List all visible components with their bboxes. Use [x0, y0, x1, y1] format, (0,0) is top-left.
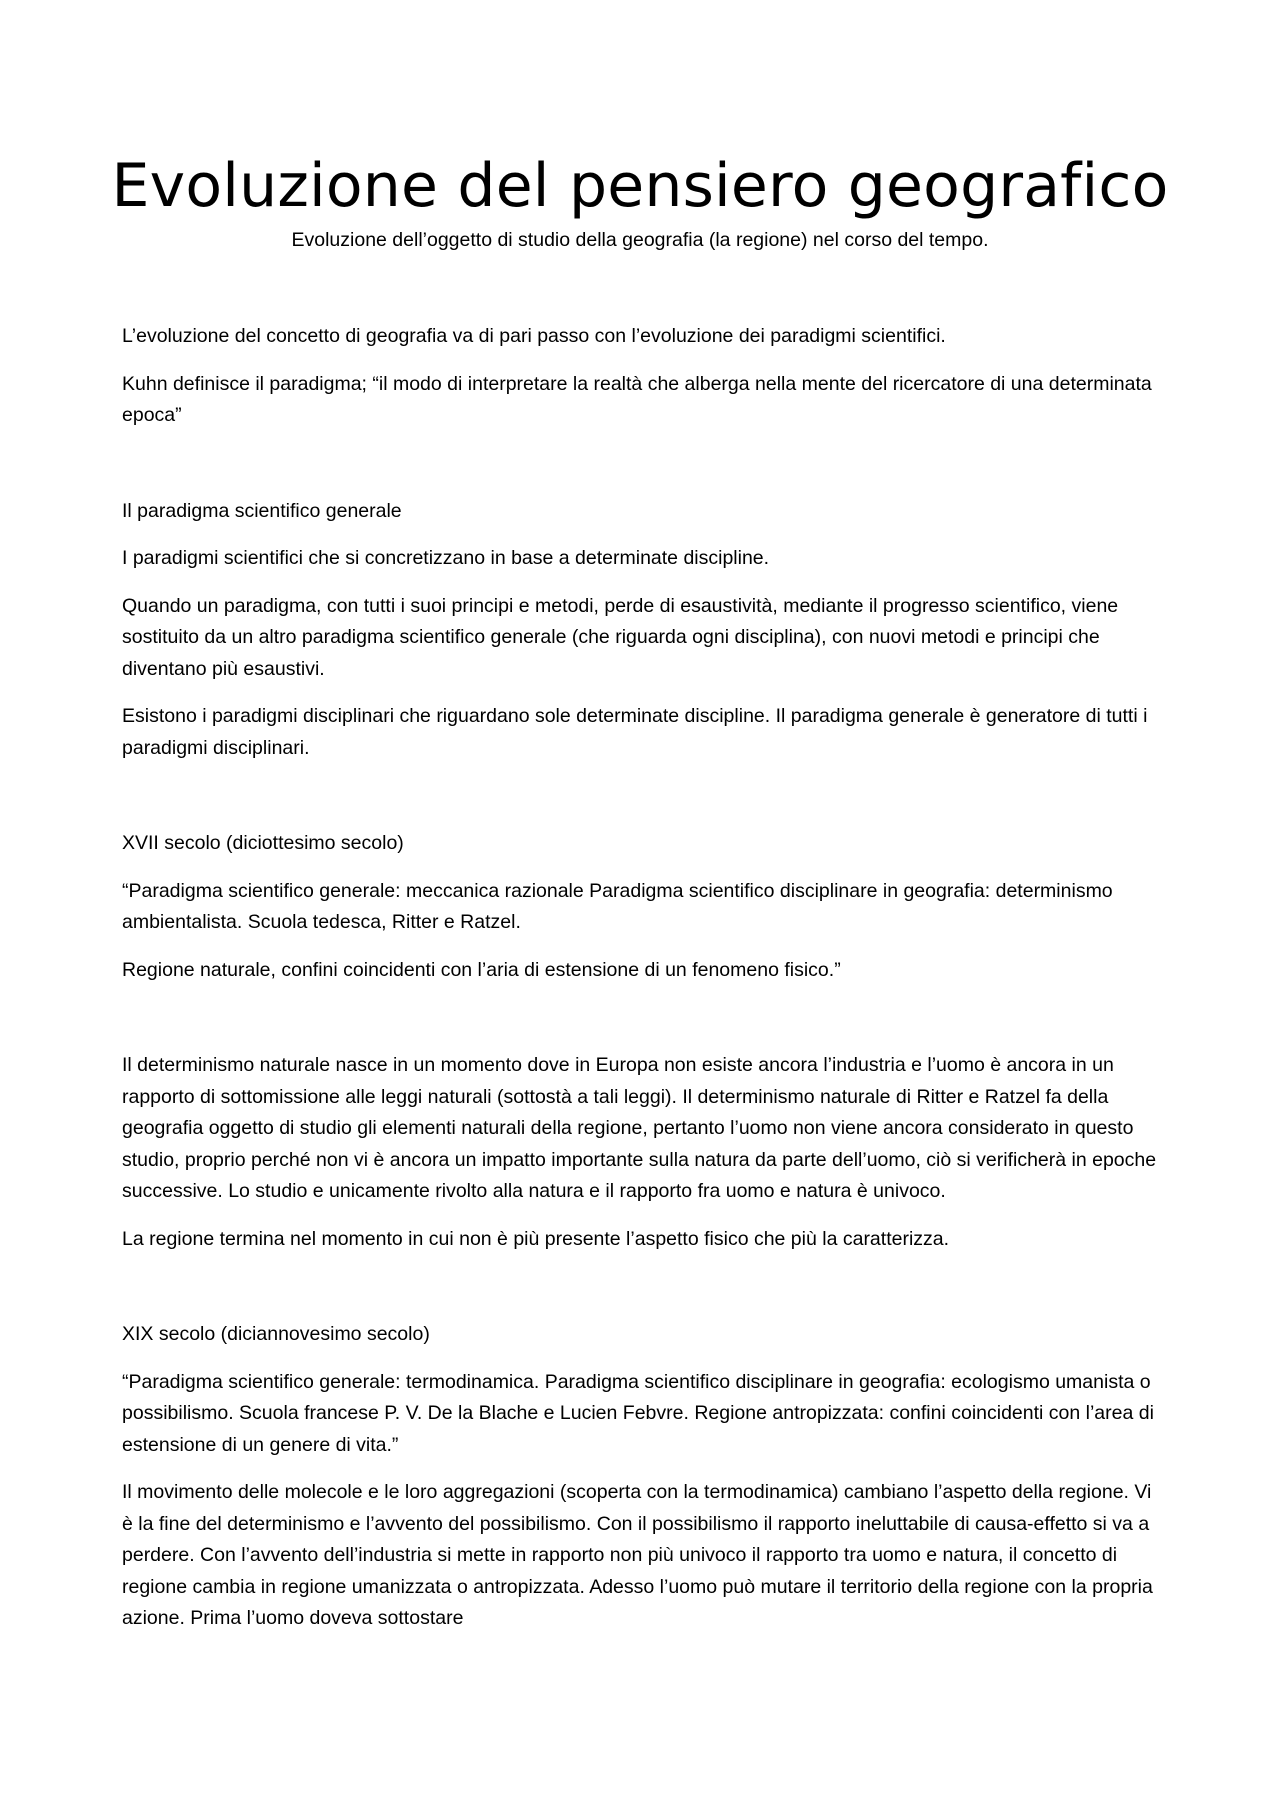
document-subtitle: Evoluzione dell’oggetto di studio della geografia (la regione) nel corso del tempo. — [291, 229, 989, 251]
document-body — [122, 321, 1167, 1651]
paragraph: “Paradigma scientifico generale: termodinamica. Paradigma scientifico disciplinare in geografia: ecologismo umanista o possibilismo. Scuola francese P. V. De la Blache e Lucien Febvre. Regione antropizzata: confini coincidenti con l’area di estensione di un genere di vita.” — [122, 1370, 1154, 1456]
paragraph: Esistono i paradigmi disciplinari che riguardano sole determinate discipline. Il paradigma generale è generatore di tutti i paradigmi disciplinari. — [122, 705, 1148, 759]
paragraph: I paradigmi scientifici che si concretizzano in base a determinate discipline. — [122, 547, 770, 569]
section-heading: XIX secolo (diciannovesimo secolo) — [122, 1323, 430, 1345]
document-title: Evoluzione del pensiero geografico — [111, 151, 1169, 221]
paragraph: Il movimento delle molecole e le loro aggregazioni (scoperta con la termodinamica) cambiano l’aspetto della regione. Vi è la fine del determinismo e l’avvento del possibilismo. Con il possibilismo il rapporto ineluttabile di causa-effetto si va a perdere. Con l’avvento dell’industria si mette in rapporto non più univoco il rapporto tra uomo e natura, il concetto di regione cambia in regione umanizzata o antropizzata. Adesso l’uomo può mutare il territorio della regione con la propria azione. Prima l’uomo doveva sottostare — [122, 1481, 1153, 1629]
paragraph: L’evoluzione del concetto di geografia va di pari passo con l’evoluzione dei paradigmi scientifici. — [122, 325, 946, 347]
paragraph: Kuhn definisce il paradigma; “il modo di interpretare la realtà che alberga nella mente del ricercatore di una determinata epoca” — [122, 372, 1152, 426]
section-heading: XVII secolo (diciottesimo secolo) — [122, 832, 404, 854]
section-heading: Il paradigma scientifico generale — [122, 499, 402, 522]
paragraph: La regione termina nel momento in cui non è più presente l’aspetto fisico che più la caratterizza. — [122, 1227, 950, 1250]
paragraph: Quando un paradigma, con tutti i suoi principi e metodi, perde di esaustività, mediante il progresso scientifico, viene sostituito da un altro paradigma scientifico generale (che riguarda ogni disciplina), con nuovi metodi e principi che diventano più esaustivi. — [122, 594, 1119, 680]
paragraph: Il determinismo naturale nasce in un momento dove in Europa non esiste ancora l’industria e l’uomo è ancora in un rapporto di sottomissione alle leggi naturali (sottostà a tali leggi). Il determinismo naturale di Ritter e Ratzel fa della geografia oggetto di studio gli elementi naturali della regione, pertanto l’uomo non viene ancora considerato in questo studio, proprio perché non vi è ancora un impatto importante sulla natura da parte dell’uomo, ciò si verificherà in epoche successive. Lo studio e unicamente rivolto alla natura e il rapporto fra uomo e natura è univoco. — [122, 1054, 1157, 1202]
paragraph: Regione naturale, confini coincidenti con l’aria di estensione di un fenomeno fisico.” — [122, 958, 841, 981]
paragraph: “Paradigma scientifico generale: meccanica razionale Paradigma scientifico disciplinare in geografia: determinismo ambientalista. Scuola tedesca, Ritter e Ratzel. — [122, 879, 1113, 933]
